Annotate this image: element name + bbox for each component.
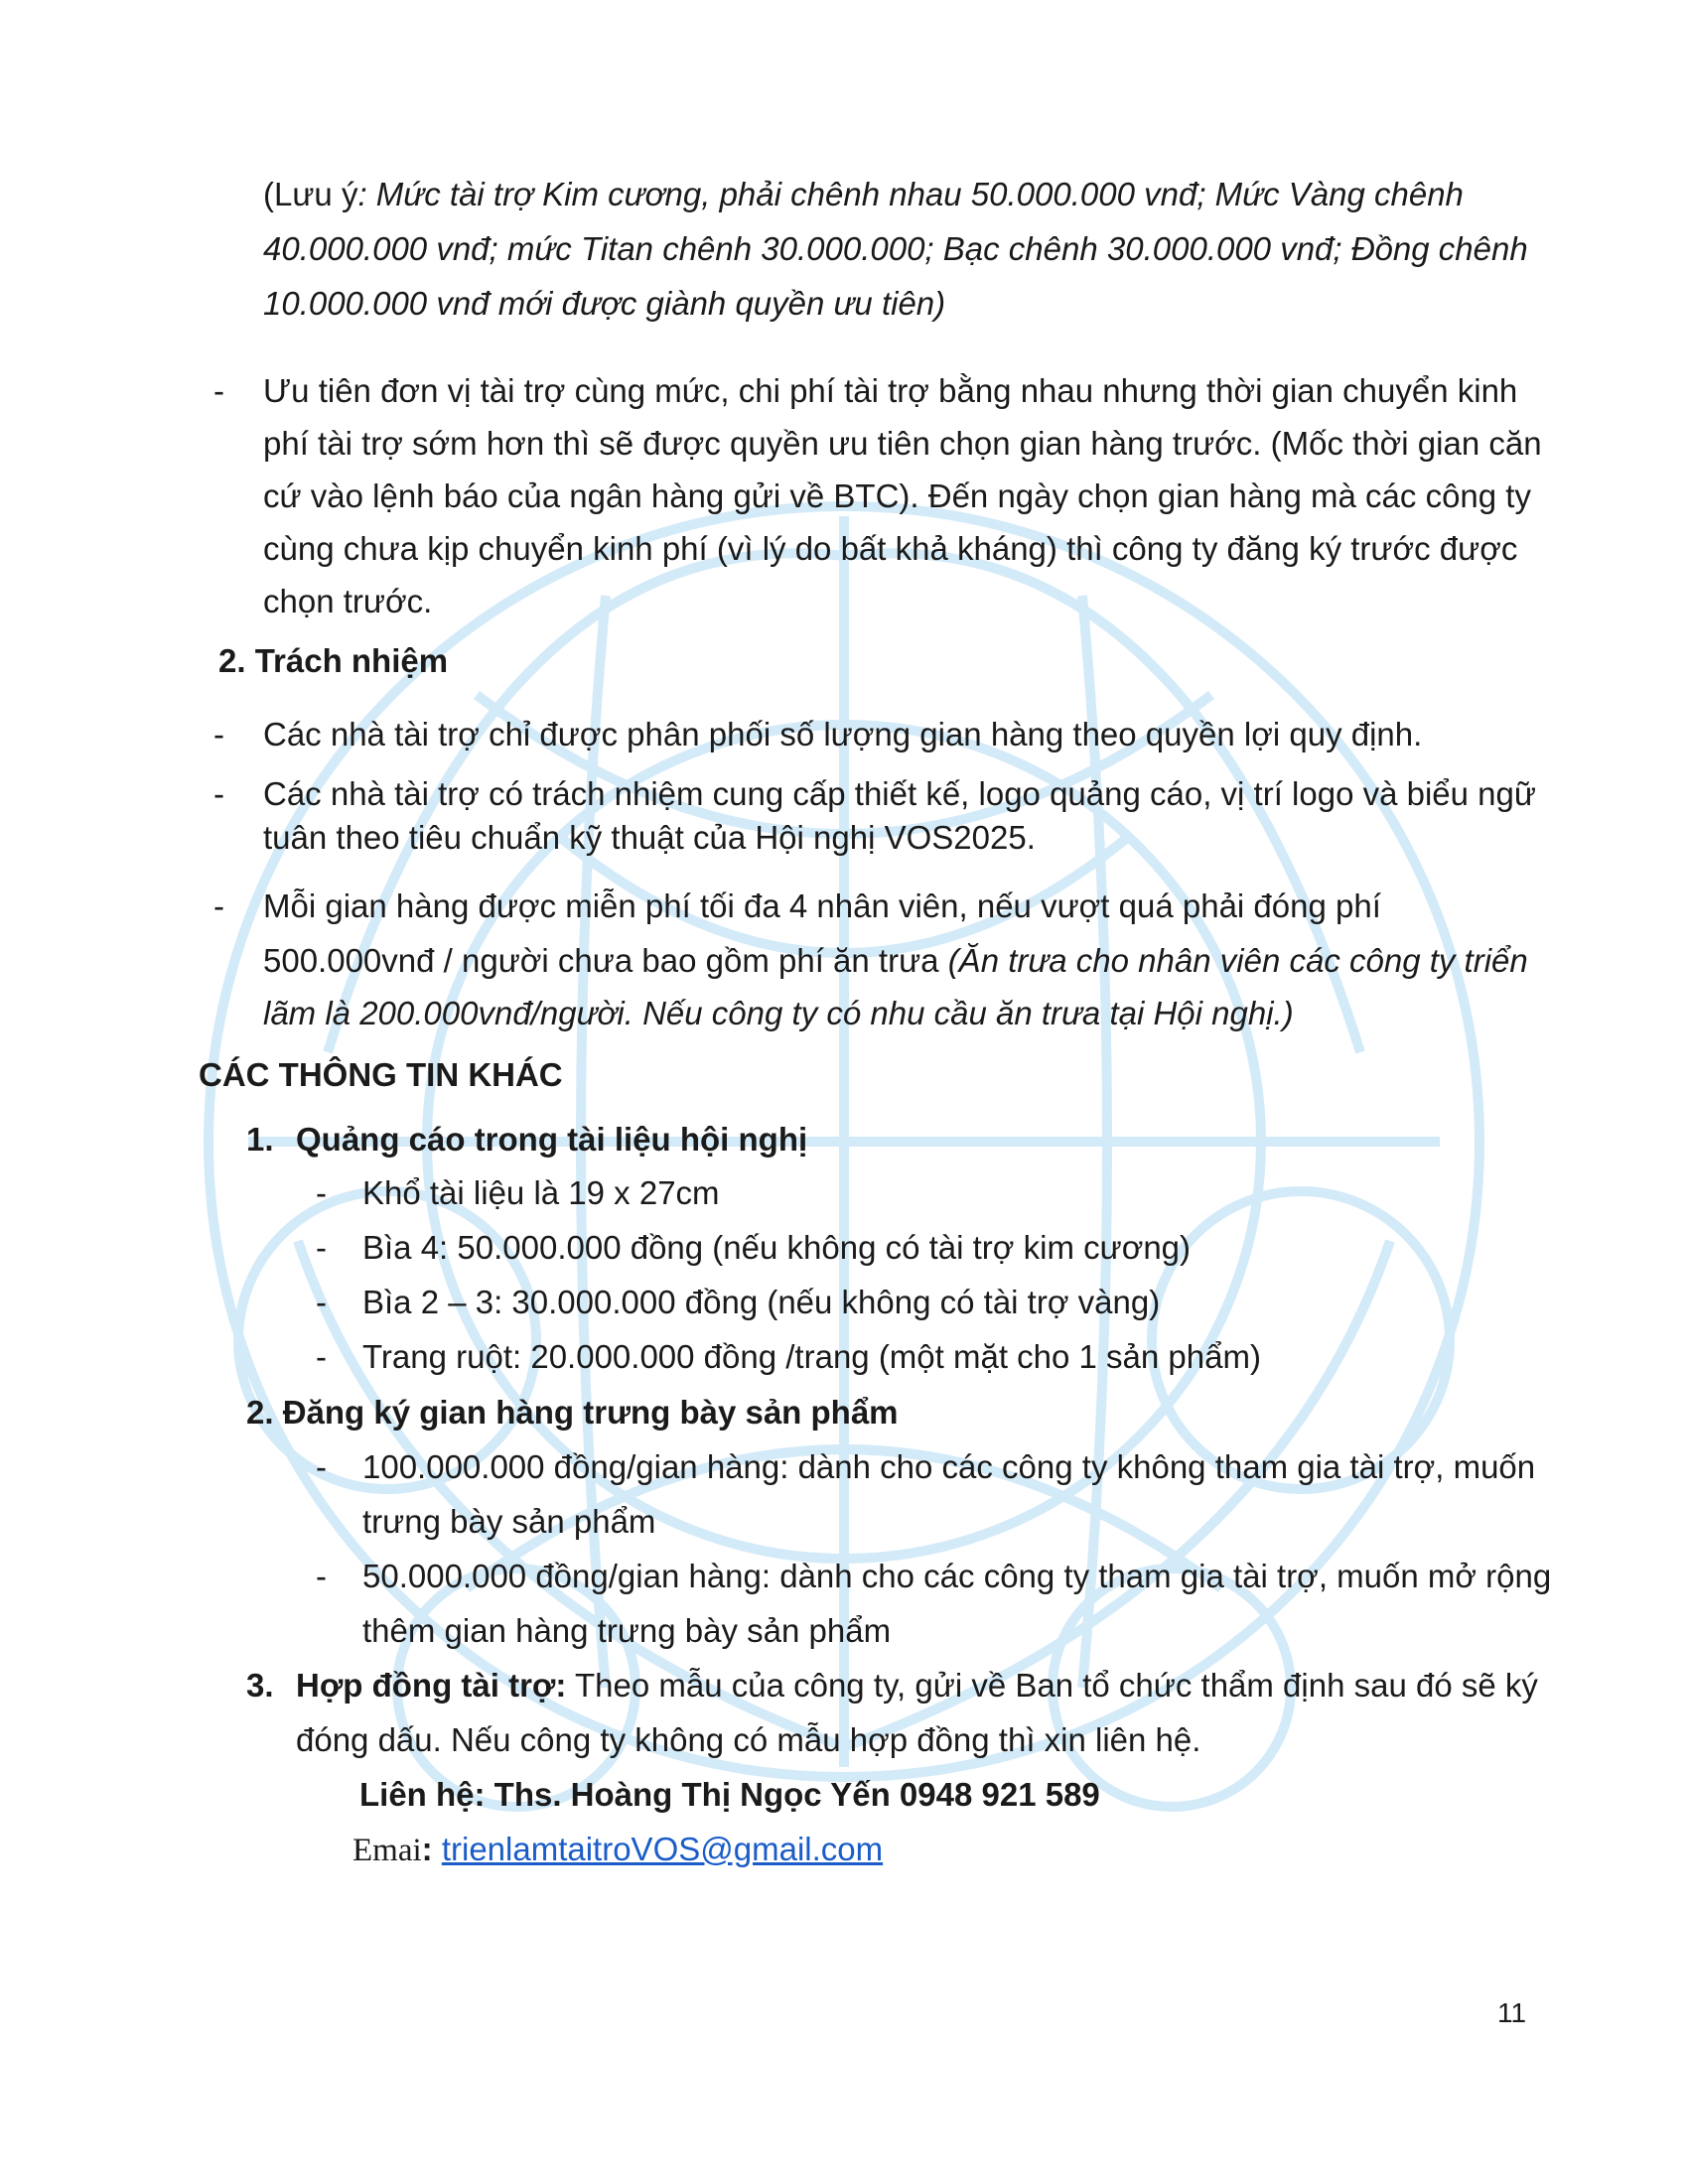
list-bullet: -: [213, 372, 224, 409]
booth-item-2-line-2: thêm gian hàng trưng bày sản phẩm: [362, 1612, 892, 1649]
responsibility-item-3-fee: 500.000vnđ / người chưa bao gồm phí ăn trưa: [263, 942, 948, 979]
responsibility-item-3-line-1: Mỗi gian hàng được miễn phí tối đa 4 nhân viên, nếu vượt quá phải đóng phí: [263, 887, 1381, 924]
email-link[interactable]: trienlamtaitroVOS@gmail.com: [441, 1831, 884, 1867]
note-text: : Mức tài trợ Kim cương, phải chênh nhau 50.000.000 vnđ; Mức Vàng chênh: [357, 176, 1464, 212]
ads-item-2: Bìa 4: 50.000.000 đồng (nếu không có tài trợ kim cương): [362, 1229, 1192, 1266]
responsibility-item-3-line-2: [263, 941, 1528, 981]
ads-item-1: Khổ tài liệu là 19 x 27cm: [362, 1174, 720, 1211]
contract-line-1: [296, 1666, 1538, 1706]
contract-text: Theo mẫu của công ty, gửi về Ban tổ chức thẩm định sau đó sẽ ký: [566, 1667, 1538, 1704]
responsibility-item-2-line-2: tuân theo tiêu chuẩn kỹ thuật của Hội nghị VOS2025.: [263, 819, 1036, 856]
priority-line-1: Ưu tiên đơn vị tài trợ cùng mức, chi phí tài trợ bằng nhau nhưng thời gian chuyển kinh: [263, 372, 1518, 409]
note-line-3: 10.000.000 vnđ mới được giành quyền ưu tiên): [263, 285, 946, 322]
section-heading-other-info: CÁC THÔNG TIN KHÁC: [199, 1056, 563, 1093]
email-line: [352, 1830, 883, 1870]
contract-number: 3.: [246, 1667, 274, 1704]
note-line-1: [263, 175, 1464, 214]
ads-number: 1.: [246, 1121, 274, 1158]
ads-item-4: Trang ruột: 20.000.000 đồng /trang (một mặt cho 1 sản phẩm): [362, 1338, 1261, 1375]
list-bullet: -: [213, 716, 224, 752]
list-bullet: -: [316, 1174, 327, 1211]
ads-item-3: Bìa 2 – 3: 30.000.000 đồng (nếu không có tài trợ vàng): [362, 1284, 1161, 1320]
priority-line-3: cứ vào lệnh báo của ngân hàng gửi về BTC). Đến ngày chọn gian hàng mà các công ty: [263, 478, 1531, 514]
email-label: Emai: [352, 1833, 422, 1868]
responsibility-item-1: Các nhà tài trợ chỉ được phân phối số lượng gian hàng theo quyền lợi quy định.: [263, 716, 1423, 752]
list-bullet: -: [213, 775, 224, 812]
list-bullet: -: [316, 1229, 327, 1266]
contract-label: Hợp đồng tài trợ:: [296, 1667, 567, 1704]
email-colon: :: [421, 1831, 433, 1867]
contract-line-2: đóng dấu. Nếu công ty không có mẫu hợp đồng thì xin liên hệ.: [296, 1721, 1201, 1758]
booth-item-1-line-2: trưng bày sản phẩm: [362, 1503, 656, 1540]
list-bullet: -: [316, 1338, 327, 1375]
priority-line-4: cùng chưa kịp chuyển kinh phí (vì lý do bất khả kháng) thì công ty đăng ký trước được: [263, 530, 1518, 567]
list-bullet: -: [316, 1558, 327, 1594]
page-number: 11: [1497, 1997, 1527, 2028]
responsibility-item-3-line-3: lãm là 200.000vnđ/người. Nếu công ty có nhu cầu ăn trưa tại Hội nghị.): [263, 995, 1294, 1031]
list-bullet: -: [213, 887, 224, 924]
booth-item-2-line-1: 50.000.000 đồng/gian hàng: dành cho các công ty tham gia tài trợ, muốn mở rộng: [362, 1558, 1552, 1594]
responsibility-item-2-line-1: Các nhà tài trợ có trách nhiệm cung cấp thiết kế, logo quảng cáo, vị trí logo và biểu ngữ: [263, 775, 1536, 812]
list-bullet: -: [316, 1448, 327, 1485]
priority-line-5: chọn trước.: [263, 583, 433, 619]
contact-info: Liên hệ: Ths. Hoàng Thị Ngọc Yến 0948 921 589: [359, 1776, 1100, 1813]
section-heading-responsibility: 2. Trách nhiệm: [218, 642, 449, 679]
note-prefix: (Lưu ý: [263, 176, 358, 212]
booth-item-1-line-1: 100.000.000 đồng/gian hàng: dành cho các công ty không tham gia tài trợ, muốn: [362, 1448, 1536, 1485]
booth-title: 2. Đăng ký gian hàng trưng bày sản phẩm: [246, 1394, 899, 1431]
priority-line-2: phí tài trợ sớm hơn thì sẽ được quyền ưu tiên chọn gian hàng trước. (Mốc thời gian căn: [263, 425, 1542, 462]
ads-title: Quảng cáo trong tài liệu hội nghị: [296, 1121, 808, 1158]
list-bullet: -: [316, 1284, 327, 1320]
responsibility-item-3-note: (Ăn trưa cho nhân viên các công ty triển: [947, 942, 1528, 979]
note-line-2: 40.000.000 vnđ; mức Titan chênh 30.000.000; Bạc chênh 30.000.000 vnđ; Đồng chênh: [263, 230, 1528, 267]
